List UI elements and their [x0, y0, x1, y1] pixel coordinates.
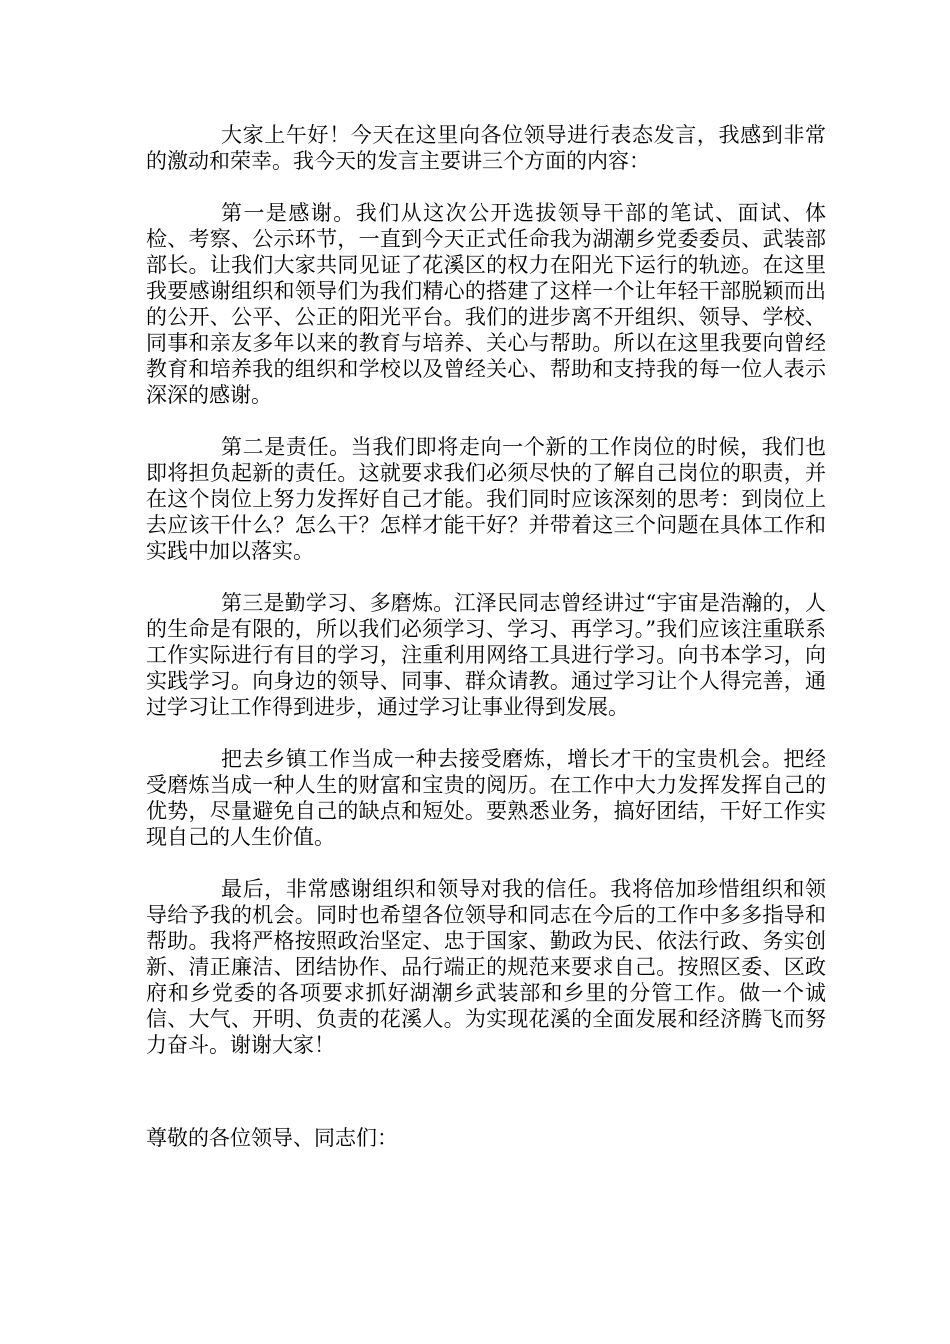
- paragraph-greeting: 大家上午好！今天在这里向各位领导进行表态发言，我感到非常的激动和荣幸。我今天的发言主要讲三个方面的内容：: [146, 123, 826, 173]
- speech-body: [146, 122, 826, 1058]
- paragraph-learning: 第三是勤学习、多磨炼。江泽民同志曾经讲过“宇宙是浩瀚的，人的生命是有限的，所以我们必须学习、学习、再学习。”我们应该注重联系工作实际进行有目的学习，注重利用网络工具进行学习。向书本学习，向实践学习。向身边的领导、同事、群众请教。通过学习让个人得完善，通过学习让工作得到进步，通过学习让事业得到发展。: [146, 591, 826, 719]
- paragraph-closing: 最后，非常感谢组织和领导对我的信任。我将倍加珍惜组织和领导给予我的机会。同时也希望各位领导和同志在今后的工作中多多指导和帮助。我将严格按照政治坚定、忠于国家、勤政为民、依法行政、务实创新、清正廉洁、团结协作、品行端正的规范来要求自己。按照区委、区政府和乡党委的各项要求抓好湖潮乡武装部和乡里的分管工作。做一个诚信、大气、开明、负责的花溪人。为实现花溪的全面发展和经济腾飞而努力奋斗。谢谢大家！: [146, 877, 826, 1057]
- salutation: 尊敬的各位领导、同志们：: [146, 1126, 398, 1150]
- paragraph-responsibility: 第二是责任。当我们即将走向一个新的工作岗位的时候，我们也即将担负起新的责任。这就要求我们必须尽快的了解自己岗位的职责，并在这个岗位上努力发挥好自己才能。我们同时应该深刻的思考：到岗位上去应该干什么？怎么干？怎样才能干好？并带着这三个问题在具体工作和实践中加以落实。: [146, 435, 826, 563]
- paragraph-training: 把去乡镇工作当成一种去接受磨炼，增长才干的宝贵机会。把经受磨炼当成一种人生的财富和宝贵的阅历。在工作中大力发挥发挥自己的优势，尽量避免自己的缺点和短处。要熟悉业务，搞好团结，干好工作实现自己的人生价值。: [146, 747, 826, 849]
- paragraph-gratitude: 第一是感谢。我们从这次公开选拔领导干部的笔试、面试、体检、考察、公示环节，一直到今天正式任命我为湖潮乡党委委员、武装部部长。让我们大家共同见证了花溪区的权力在阳光下运行的轨迹。在这里我要感谢组织和领导们为我们精心的搭建了这样一个让年轻干部脱颖而出的公开、公平、公正的阳光平台。我们的进步离不开组织、领导、学校、同事和亲友多年以来的教育与培养、关心与帮助。所以在这里我要向曾经教育和培养我的组织和学校以及曾经关心、帮助和支持我的每一位人表示深深的感谢。: [146, 201, 826, 407]
